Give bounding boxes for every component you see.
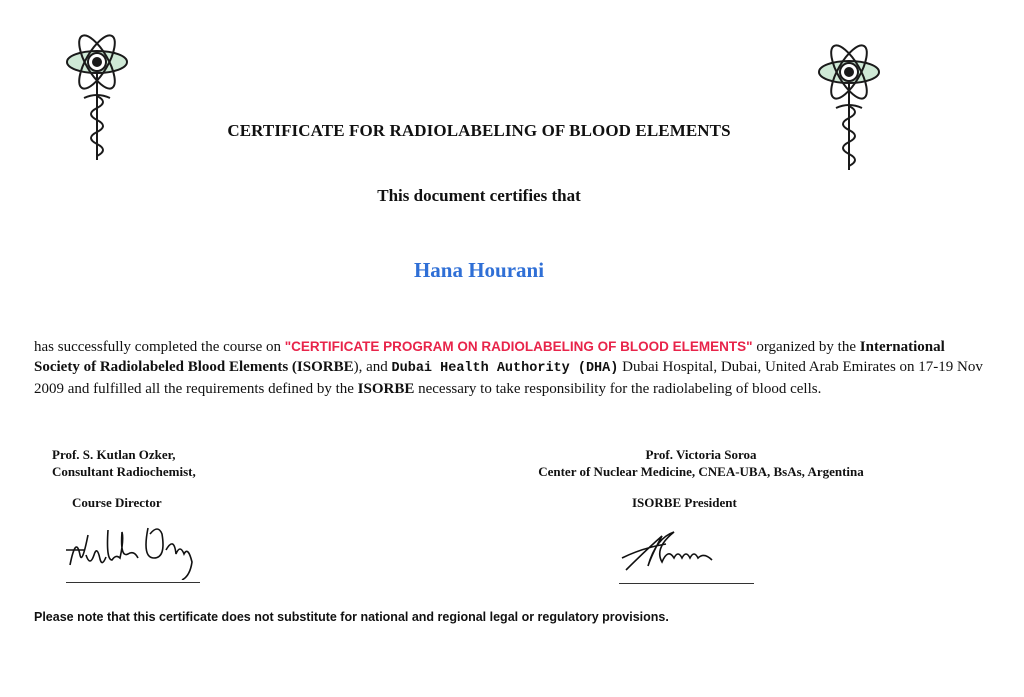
signatory-right-role: ISORBE President xyxy=(632,495,737,510)
body-text-2: organized by the xyxy=(752,339,860,355)
atom-caduceus-icon xyxy=(814,40,884,175)
organization-dha: Dubai Health Authority (DHA) xyxy=(391,361,619,376)
organization-isorbe: International Society of Radiolabeled Blood Elements (ISORBE xyxy=(34,339,945,375)
body-text-5: necessary to take responsibility for the radiolabeling of blood cells. xyxy=(414,381,822,397)
signature-right xyxy=(618,520,748,580)
body-text-1: has successfully completed the course on xyxy=(34,339,285,355)
atom-caduceus-icon xyxy=(62,30,132,165)
signature-left xyxy=(62,510,232,580)
signatory-right-title: Center of Nuclear Medicine, CNEA-UBA, BsAs, Argentina xyxy=(538,464,864,479)
certificate-body xyxy=(34,337,994,399)
signature-line-left xyxy=(66,582,200,583)
body-text-3: ), and xyxy=(353,359,392,375)
signatory-left-name: Prof. S. Kutlan Ozker, xyxy=(52,447,176,462)
disclaimer-note: Please note that this certificate does not substitute for national and regional legal or regulatory provisions. xyxy=(34,610,669,624)
signatory-left-title: Consultant Radiochemist, xyxy=(52,464,196,479)
organization-isorbe-short: ISORBE xyxy=(357,381,415,397)
signatory-left-role: Course Director xyxy=(72,495,162,510)
course-name: "CERTIFICATE PROGRAM ON RADIOLABELING OF BLOOD ELEMENTS" xyxy=(284,339,753,354)
body-text-4: Dubai Hospital, Dubai, United Arab Emirates on 17-19 Nov 2009 and fulfilled all the requirements defined by the xyxy=(34,359,983,397)
recipient-name: Hana Hourani xyxy=(413,258,545,282)
signature-line-right xyxy=(619,583,754,584)
signatory-left xyxy=(38,446,252,480)
certifies-line: This document certifies that xyxy=(377,186,581,205)
certificate-title: CERTIFICATE FOR RADIOLABELING OF BLOOD ELEMENTS xyxy=(227,121,731,140)
signatory-right xyxy=(506,446,896,480)
signatory-right-name: Prof. Victoria Soroa xyxy=(645,447,757,462)
